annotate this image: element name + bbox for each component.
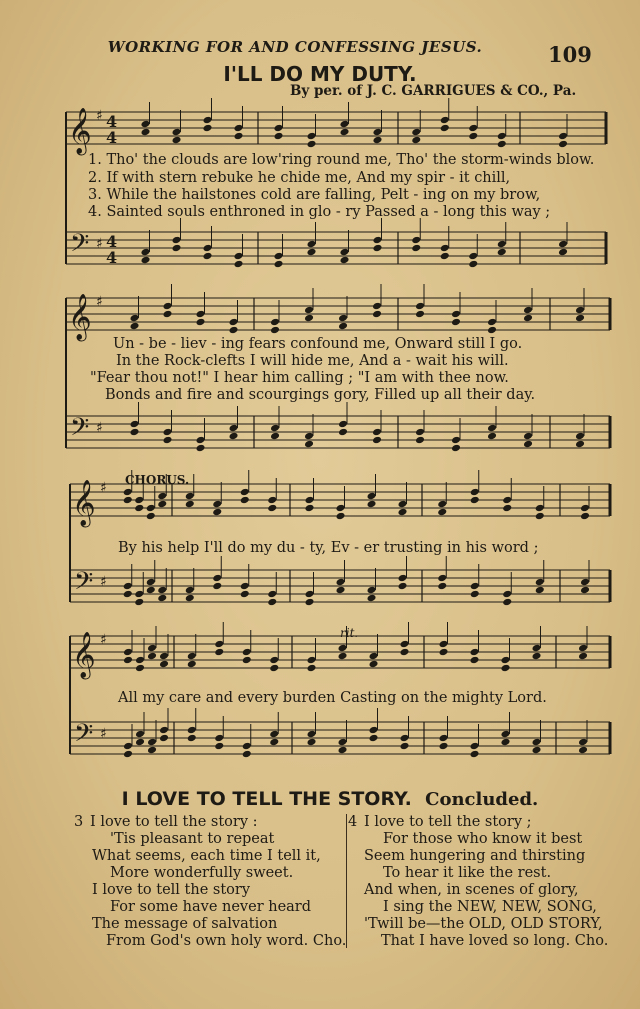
note-head [400,734,410,743]
verse-line: Seem hungering and thirsting [364,848,586,864]
note-head [502,496,512,505]
note-head [157,594,167,603]
note-head [578,644,588,653]
lyric-line: 2. If with stern rebuke he chide me, And my spir - it chill, [88,170,511,186]
note-head [580,586,590,595]
note-head [411,128,421,137]
note-head [274,132,284,141]
note-head [372,310,382,319]
note-head [305,590,315,599]
note-head [146,504,156,513]
note-head [580,512,590,521]
note-head [157,586,167,595]
verse-number: 4 [348,814,358,830]
note-head [147,738,157,747]
note-head [242,656,252,665]
note-head [336,512,346,521]
note-head [234,132,244,141]
note-head [501,730,511,739]
note-head [497,248,507,257]
bass-clef: 𝄢 [70,413,90,448]
note-head [214,734,224,743]
note-head [187,726,197,735]
note-head [523,314,533,323]
note-head [470,590,480,599]
note-head [439,640,449,649]
note-head [146,512,156,521]
note-head [338,314,348,323]
note-head [196,318,206,327]
note-head [411,236,421,245]
note-head [415,428,425,437]
note-head [185,594,195,603]
note-head [437,574,447,583]
note-head [185,492,195,501]
note-head [340,128,350,137]
note-head [270,318,280,327]
note-head [130,314,140,323]
note-head [439,648,449,657]
note-head [338,738,348,747]
note-head [269,656,279,665]
verse-line: I love to tell the story ; [364,814,532,830]
note-head [470,750,480,759]
note-head [340,248,350,257]
note-head [123,742,133,751]
note-head [196,310,206,319]
note-head [163,310,173,319]
note-head [400,742,410,751]
note-head [470,488,480,497]
note-head [437,582,447,591]
note-head [147,644,157,653]
note-head [307,656,317,665]
note-head [135,664,145,673]
note-head [398,508,408,517]
note-head [487,318,497,327]
column-divider [346,814,347,948]
note-head [372,428,382,437]
note-head [497,240,507,249]
verse-line: And when, in scenes of glory, [364,882,579,898]
note-head [212,500,222,509]
lyric-line: Bonds and fire and scourgings gory, Filled up all their day. [105,387,536,403]
note-head [123,496,133,505]
note-head [558,140,568,149]
note-head [196,436,206,445]
note-head [400,648,410,657]
note-head [487,432,497,441]
note-head [270,432,280,441]
verse-line: I love to tell the story : [90,814,258,830]
note-head [487,424,497,433]
note-head [123,656,133,665]
verse-line: To hear it like the rest. [383,865,552,881]
note-head [159,660,169,669]
note-head [269,730,279,739]
bass-clef: 𝄢 [74,719,94,754]
note-head [269,664,279,673]
note-head [130,420,140,429]
note-head [398,582,408,591]
lyric-line: "Fear thou not!" I hear him calling ; "I am with thee now. [90,370,509,386]
note-head [558,240,568,249]
note-head [185,586,195,595]
note-head [336,586,346,595]
lyric-line: All my care and every burden Casting on the mighty Lord. [118,690,547,706]
note-head [535,586,545,595]
bass-clef: 𝄢 [74,567,94,602]
sharp-sign: ♯ [96,236,103,252]
note-head [338,420,348,429]
note-head [135,656,145,665]
note-head [415,310,425,319]
note-head [532,652,542,661]
note-head [196,444,206,453]
treble-clef: 𝄞 [72,480,96,526]
note-head [242,750,252,759]
bass-clef: 𝄢 [70,229,90,264]
verse-line: From God's own holy word. Cho. [106,933,347,949]
note-head [134,504,144,513]
note-head [157,492,167,501]
note-head [240,590,250,599]
verse-line: For those who know it best [383,831,583,847]
note-head [468,260,478,269]
note-head [163,428,173,437]
note-head [532,738,542,747]
note-head [532,746,542,755]
note-head [141,128,151,137]
sharp-sign: ♯ [100,480,107,496]
note-head [307,730,317,739]
note-head [304,314,314,323]
note-head [130,322,140,331]
treble-clef: 𝄞 [72,632,96,678]
note-head [439,734,449,743]
note-head [338,652,348,661]
note-head [307,240,317,249]
note-head [578,738,588,747]
note-head [240,496,250,505]
note-head [523,306,533,315]
note-head [134,598,144,607]
note-head [214,648,224,657]
note-head [147,746,157,755]
note-head [575,306,585,315]
note-head [214,640,224,649]
note-head [398,574,408,583]
note-head [214,742,224,751]
note-head [373,236,383,245]
note-head [501,656,511,665]
note-head [367,492,377,501]
note-head [305,598,315,607]
note-head [369,660,379,669]
note-head [400,640,410,649]
note-head [307,738,317,747]
note-head [187,734,197,743]
note-head [440,116,450,125]
note-head [141,120,151,129]
note-head [575,432,585,441]
verse-line: More wonderfully sweet. [110,865,294,881]
treble-clef: 𝄞 [68,108,92,154]
note-head [159,734,169,743]
note-head [373,136,383,145]
note-head [578,746,588,755]
note-head [267,598,277,607]
note-head [451,318,461,327]
note-head [451,444,461,453]
note-head [305,504,315,513]
note-head [307,664,317,673]
note-head [580,504,590,513]
note-head [267,590,277,599]
note-head [157,500,167,509]
lyric-line: 4. Sainted souls enthroned in glo - ry Passed a - long this way ; [88,204,551,220]
lyric-line: 3. While the hailstones cold are falling, Pelt - ing on my brow, [88,187,541,203]
note-head [336,578,346,587]
note-head [269,738,279,747]
note-head [501,738,511,747]
note-head [135,738,145,747]
note-head [502,590,512,599]
time-signature: 4 [106,232,118,251]
note-head [338,644,348,653]
sharp-sign: ♯ [100,632,107,648]
note-head [451,310,461,319]
note-head [369,734,379,743]
note-head [163,436,173,445]
concluded-suffix: Concluded. [425,789,539,810]
note-head [267,496,277,505]
note-head [274,260,284,269]
note-head [502,504,512,513]
time-signature: 4 [106,248,118,267]
note-head [437,500,447,509]
lyric-line: In the Rock-clefts I will hide me, And a - wait his will. [116,353,509,369]
note-head [575,440,585,449]
note-head [468,132,478,141]
note-head [242,742,252,751]
note-head [440,124,450,133]
note-head [535,578,545,587]
note-head [163,302,173,311]
note-head [229,424,239,433]
note-head [338,428,348,437]
note-head [415,302,425,311]
song-credit: By per. of J. C. GARRIGUES & CO., Pa. [290,83,577,99]
verse-line: The message of salvation [92,916,278,932]
note-head [451,436,461,445]
note-head [141,256,151,265]
note-head [212,508,222,517]
note-head [159,652,169,661]
verse-line: 'Twill be—the OLD, OLD STORY, [364,916,603,932]
verse-line: For some have never heard [110,899,312,915]
verse-line: I sing the NEW, NEW, SONG, [383,899,597,915]
note-head [367,586,377,595]
note-head [185,500,195,509]
note-head [497,140,507,149]
sharp-sign: ♯ [100,726,107,742]
note-head [558,248,568,257]
note-head [234,260,244,269]
note-head [439,742,449,751]
note-head [307,132,317,141]
lyric-line: Un - be - liev - ing fears confound me, Onward still I go. [113,336,523,352]
note-head [440,244,450,253]
note-head [535,512,545,521]
note-head [304,432,314,441]
note-head [372,436,382,445]
concluded-title [100,788,560,810]
note-head [411,136,421,145]
note-head [340,120,350,129]
sharp-sign: ♯ [96,294,103,310]
note-head [340,256,350,265]
note-head [187,660,197,669]
note-head [172,236,182,245]
verse-line: 'Tis pleasant to repeat [110,831,275,847]
note-head [470,656,480,665]
note-head [523,432,533,441]
sharp-sign: ♯ [96,108,103,124]
note-head [240,488,250,497]
chorus-label: CHORUS. [125,473,190,487]
note-head [270,326,280,335]
note-head [146,586,156,595]
note-head [304,306,314,315]
note-head [372,302,382,311]
note-head [212,582,222,591]
note-head [240,582,250,591]
note-head [229,318,239,327]
note-head [369,726,379,735]
note-head [229,432,239,441]
page-number: 109 [548,42,592,67]
note-head [123,648,133,657]
note-head [134,496,144,505]
note-head [523,440,533,449]
note-head [135,730,145,739]
verse-line: That I have loved so long. Cho. [381,933,609,949]
note-head [470,582,480,591]
note-head [134,590,144,599]
note-head [502,598,512,607]
note-head [497,132,507,141]
sharp-sign: ♯ [96,420,103,436]
note-head [307,140,317,149]
note-head [501,664,511,673]
note-head [267,504,277,513]
note-head [338,746,348,755]
time-signature: 4 [106,128,118,147]
verse-number: 3 [74,814,84,830]
lyric-line: 1. Tho' the clouds are low'ring round me, Tho' the storm-winds blow. [88,152,595,168]
note-head [373,244,383,253]
running-head: WORKING FOR AND CONFESSING JESUS. [107,38,483,56]
note-head [141,248,151,257]
note-head [373,128,383,137]
note-head [367,500,377,509]
note-head [172,136,182,145]
concluded-title-text: I LOVE TO TELL THE STORY. [121,788,412,810]
treble-clef: 𝄞 [68,294,92,340]
note-head [229,326,239,335]
note-head [203,116,213,125]
note-head [468,252,478,261]
note-head [123,582,133,591]
rit-marking: rit. [340,626,359,640]
note-head [532,644,542,653]
note-head [130,428,140,437]
note-head [270,424,280,433]
note-head [212,574,222,583]
time-signature: 4 [106,112,118,131]
note-head [440,252,450,261]
note-head [203,252,213,261]
note-head [437,508,447,517]
note-head [123,750,133,759]
note-head [203,124,213,133]
note-head [369,652,379,661]
note-head [367,594,377,603]
note-head [336,504,346,513]
note-head [274,124,284,133]
note-head [203,244,213,253]
note-head [123,590,133,599]
note-head [470,648,480,657]
note-head [470,742,480,751]
verse-line: What seems, each time I tell it, [92,848,321,864]
sharp-sign: ♯ [100,574,107,590]
note-head [415,436,425,445]
note-head [146,578,156,587]
note-head [187,652,197,661]
note-head [172,128,182,137]
note-head [159,726,169,735]
note-head [338,322,348,331]
note-head [398,500,408,509]
note-head [305,496,315,505]
verse-line: I love to tell the story [92,882,251,898]
note-head [123,488,133,497]
note-head [487,326,497,335]
note-head [578,652,588,661]
lyric-line: By his help I'll do my du - ty, Ev - er trusting in his word ; [118,540,539,556]
note-head [307,248,317,257]
note-head [147,652,157,661]
note-head [242,648,252,657]
note-head [234,252,244,261]
note-head [580,578,590,587]
note-head [304,440,314,449]
note-head [274,252,284,261]
song-title: I'LL DO MY DUTY. [223,62,417,86]
note-head [575,314,585,323]
note-head [234,124,244,133]
note-head [470,496,480,505]
note-head [172,244,182,253]
note-head [468,124,478,133]
note-head [411,244,421,253]
note-head [558,132,568,141]
note-head [535,504,545,513]
